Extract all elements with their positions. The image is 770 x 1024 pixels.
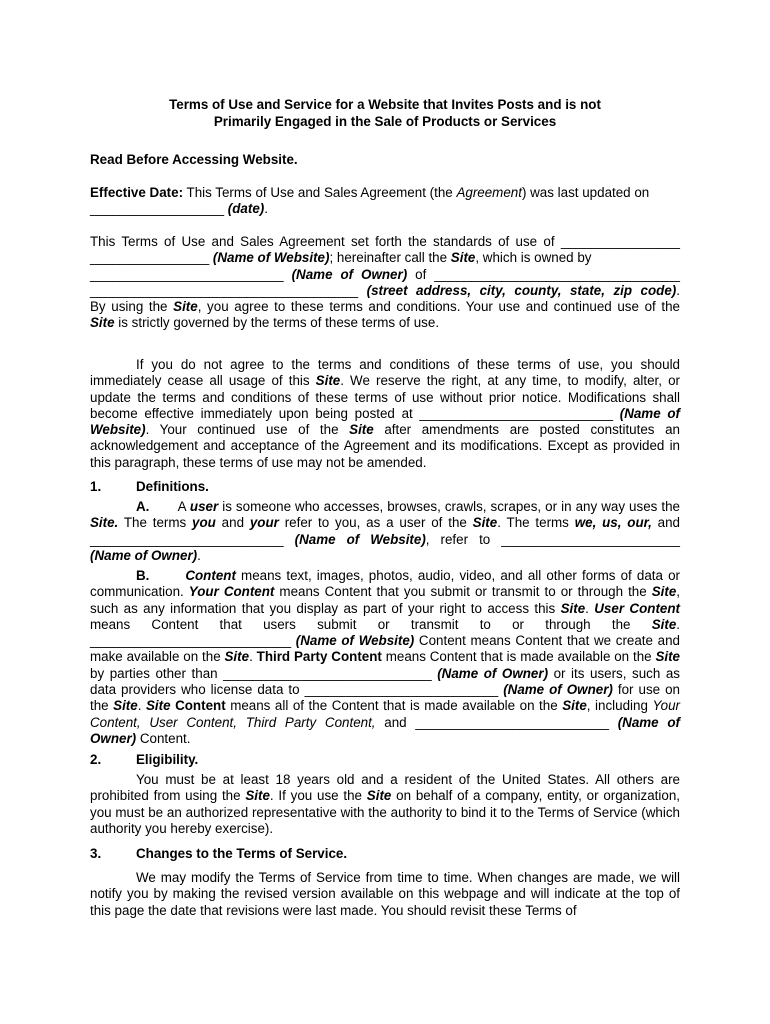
term: Content: [185, 568, 236, 583]
site-term: Site.: [90, 515, 119, 531]
website-name-placeholder: (Name of Website): [295, 633, 415, 649]
text: This Terms of Use and Sales Agreement (the: [183, 185, 457, 200]
text: means Content that is made available on the: [381, 649, 656, 665]
definition-a: [90, 499, 680, 564]
section-title: Changes to the Terms of Service.: [136, 846, 348, 861]
site-term: Site: [366, 788, 392, 804]
text: , which is owned by: [475, 250, 592, 266]
site-term: Site: [560, 600, 586, 616]
owner-name-placeholder: (Name of Owner): [291, 266, 408, 282]
blank-line: __________________________: [90, 266, 284, 282]
text: You must be at least 18 years old and a resident of the United States. All others are prohibited from using the: [90, 772, 680, 804]
term: Third Party Content: [256, 649, 382, 665]
title-line-1: Terms of Use and Service for a Website that Invites Posts and is not: [169, 97, 601, 112]
intro-paragraph: [90, 234, 680, 332]
date-placeholder: (date): [227, 201, 265, 217]
text: and: [215, 515, 250, 531]
blank-line: __________________: [90, 201, 225, 217]
text: after amendments are posted constitutes an acknowledgement and acceptance of the Agreement and its modifications. Except as provided in this paragraph, these terms of use may not be amended.: [90, 422, 680, 470]
text: , including: [586, 698, 653, 714]
definition-b: [90, 568, 680, 747]
text: means text, images, photos, audio, video, and all other forms of data or communication.: [90, 568, 680, 600]
text: on behalf of a company, entity, or organization, you must be an authorized representative with the authority to bind it to the Terms of Service (which authority you hereby exercise).: [90, 788, 680, 836]
owner-name-placeholder: (Name of Owner): [503, 682, 613, 698]
website-name-placeholder: (Name of Website): [90, 405, 680, 438]
term-list: Your Content, User Content, Third Party Content,: [90, 698, 680, 730]
text: ) was last updated on: [521, 185, 650, 200]
text: . If you use the: [269, 788, 367, 804]
text: .: [264, 201, 268, 217]
site-term: Site: [90, 315, 115, 331]
text: .: [197, 547, 201, 563]
section-3-heading: [90, 846, 680, 862]
text: .: [137, 698, 146, 714]
section-2-heading: [90, 752, 680, 768]
text: for use on the: [90, 682, 680, 714]
term: Content: [170, 698, 226, 714]
effective-date-paragraph: [90, 185, 680, 218]
site-term: Site: [655, 649, 680, 665]
subsection-label: A.: [136, 499, 150, 514]
term: your: [249, 515, 279, 531]
term: we, us, our,: [574, 515, 652, 531]
site-term: Site: [145, 698, 171, 714]
section-title: Definitions.: [136, 479, 209, 494]
modification-paragraph: [90, 357, 680, 471]
site-term: Site: [651, 584, 677, 600]
term: user: [189, 499, 219, 514]
agreement-term: Agreement: [456, 185, 522, 200]
text: means all of the Content that is made available on the: [225, 698, 563, 714]
effective-date-label: Effective Date:: [90, 185, 184, 200]
text: and __________________________: [90, 515, 680, 547]
text: By using the: [90, 299, 174, 315]
text: . The terms: [497, 515, 575, 531]
text: . Your continued use of the: [145, 422, 350, 438]
text: . ___________________________: [90, 616, 680, 649]
site-term: Site: [245, 788, 270, 804]
text: If you do not agree to the terms and conditions of these terms of use, you should immediately cease all usage of this: [90, 357, 680, 389]
text: refer to you, as a user of the: [278, 515, 473, 531]
text: , refer to ________________________: [425, 531, 680, 547]
site-term: Site: [224, 649, 250, 665]
term: User Content: [594, 600, 680, 616]
text: Content means Content that we create and make available on the: [90, 633, 680, 665]
blank-line: ____________________________________: [90, 282, 359, 298]
blank-line: ________________: [90, 250, 210, 266]
site-term: Site: [173, 299, 198, 315]
website-name-placeholder: (Name of Website): [294, 531, 426, 547]
eligibility-paragraph: [90, 772, 680, 837]
owner-name-placeholder: (Name of Owner): [437, 665, 549, 681]
text: or its users, such as data providers who license data to __________________________: [90, 665, 680, 698]
text: is someone who accesses, browses, crawls, scrapes, or in any way uses the: [218, 499, 680, 514]
text: .: [585, 600, 595, 616]
text: .: [249, 649, 257, 665]
text: and __________________________: [375, 714, 618, 730]
document-title: [90, 97, 680, 130]
owner-name-placeholder: (Name of Owner): [90, 714, 680, 746]
text: A: [177, 499, 190, 514]
text: , such as any information that you display as part of your right to access this: [90, 584, 680, 616]
term: Your Content: [188, 584, 275, 600]
text: The terms: [118, 515, 193, 531]
site-term: Site: [651, 616, 677, 632]
text: This Terms of Use and Sales Agreement set forth the standards of use of ________________: [90, 234, 680, 249]
section-number: 2.: [90, 752, 102, 767]
owner-name-placeholder: (Name of Owner): [90, 547, 198, 563]
site-term: Site: [450, 250, 476, 266]
address-placeholder: (street address, city, county, state, zip code): [366, 282, 677, 298]
text: . We reserve the right, at any time, to modify, alter, or update the terms and conditions of these terms of use without prior notice. Modifications shall become effective immediately upon being posted at __________________________: [90, 373, 680, 421]
section-title: Eligibility.: [136, 752, 199, 767]
website-name-placeholder: (Name of Website): [212, 250, 330, 266]
section-1-heading: [90, 479, 680, 495]
title-line-2: Primarily Engaged in the Sale of Products or Services: [213, 113, 557, 129]
changes-paragraph: [90, 870, 680, 919]
text: , you agree to these terms and conditions. Your use and continued use of the: [197, 299, 680, 315]
site-term: Site: [472, 515, 498, 531]
site-term: Site: [562, 698, 587, 714]
text: means Content that you submit or transmit to or through the: [274, 584, 652, 600]
section-number: 1.: [90, 479, 102, 494]
text: ; hereinafter call the: [329, 250, 451, 266]
text: of _________________________________: [407, 266, 680, 282]
section-number: 3.: [90, 846, 102, 861]
text: is strictly governed by the terms of these terms of use.: [114, 315, 440, 331]
term: you: [192, 515, 216, 531]
text: Content.: [136, 730, 191, 746]
site-term: Site: [349, 422, 374, 438]
site-term: Site: [113, 698, 138, 714]
subsection-label: B.: [136, 568, 150, 583]
text: means Content that users submit or transmit to or through the: [90, 616, 652, 632]
text: by parties other than ____________________________: [90, 665, 438, 681]
read-before-heading: Read Before Accessing Website.: [90, 152, 298, 167]
site-term: Site: [315, 373, 341, 389]
text: We may modify the Terms of Service from time to time. When changes are made, we will notify you by making the revised version available on this webpage and will indicate at the top of this page the date that revisions were last made. You should revisit these Terms of: [90, 870, 680, 918]
text: .: [676, 282, 680, 298]
